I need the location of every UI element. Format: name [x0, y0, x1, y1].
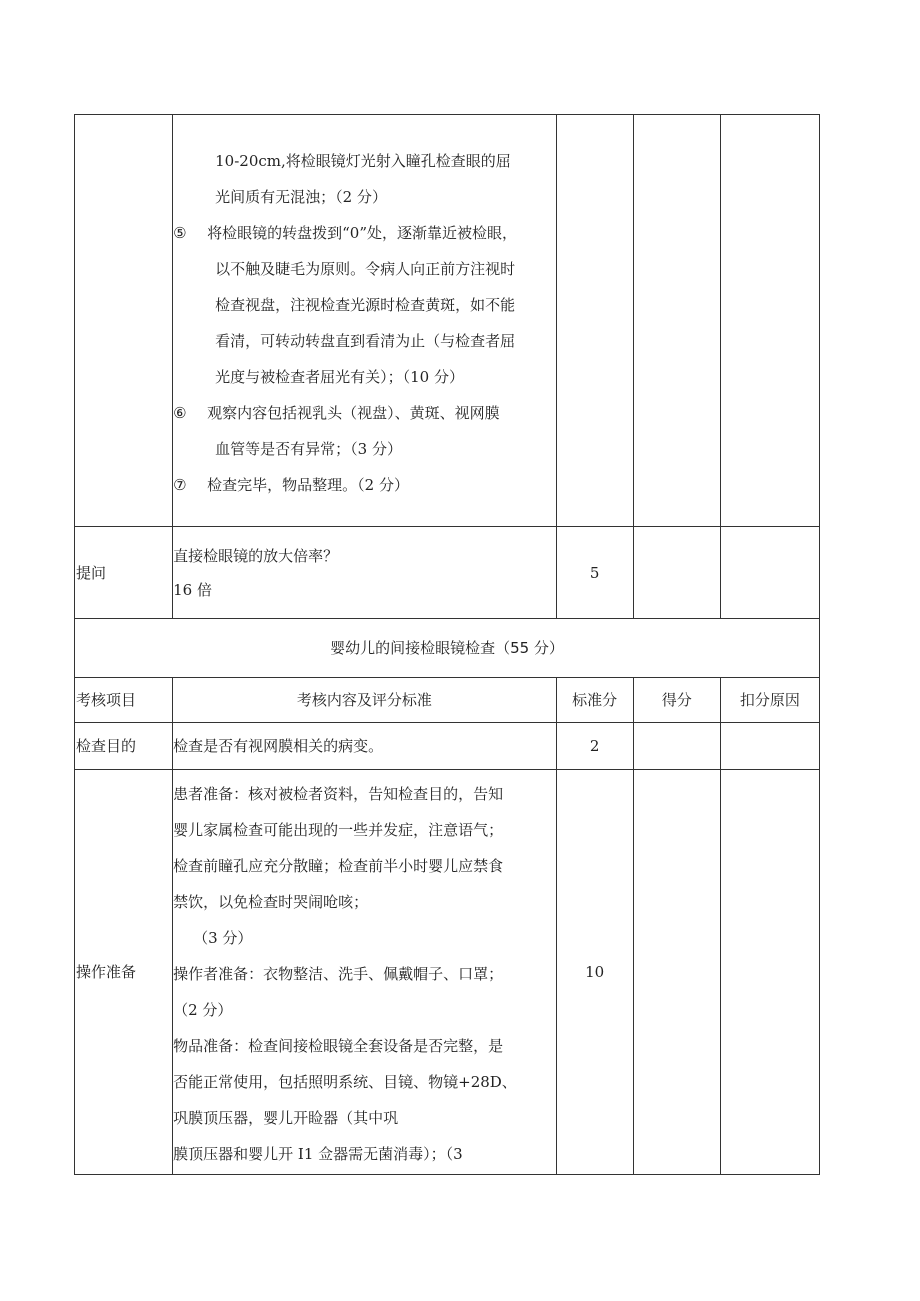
step4-line-2: 光间质有无混浊；（2 分） [215, 188, 387, 206]
question-row [75, 527, 820, 619]
prep-content-cell [173, 770, 557, 1175]
assessment-table [74, 114, 820, 1175]
prep-row [75, 770, 820, 1175]
prep-line: （2 分） [173, 1001, 233, 1019]
prep-score-input[interactable] [633, 770, 720, 1175]
answer-text: 16 倍 [173, 580, 212, 599]
continued-steps-row [75, 115, 820, 527]
prep-line: 禁饮，以免检查时哭闹呛咳； [173, 893, 369, 911]
section-title: 婴幼儿的间接检眼镜检查（55 分） [75, 619, 820, 678]
prep-line: 操作者准备：衣物整洁、洗手、佩戴帽子、口罩； [173, 965, 504, 983]
steps-content-cell [173, 115, 557, 527]
prep-line: 否能正常使用，包括照明系统、目镜、物镜+28D、 [173, 1073, 517, 1091]
prep-label: 操作准备 [75, 770, 173, 1175]
question-score-input[interactable] [633, 527, 720, 619]
prep-line: 检查前瞳孔应充分散瞳；检查前半小时婴儿应禁食 [173, 857, 504, 875]
header-score: 得分 [633, 678, 720, 723]
purpose-label: 检查目的 [75, 723, 173, 770]
question-text: 直接检眼镜的放大倍率？ [173, 546, 339, 565]
step6-line-1: ⑥ 观察内容包括视乳头（视盘）、黄斑、视网膜 [173, 395, 552, 431]
prep-line: （3 分） [193, 929, 253, 947]
prep-line: 物品准备：检查间接检眼镜全套设备是否完整，是 [173, 1037, 504, 1055]
step5-number: ⑤ [173, 224, 187, 242]
step7-line-1: ⑦ 检查完毕，物品整理。（2 分） [173, 467, 552, 503]
step5-line-2: 以不触及睫毛为原则。令病人向正前方注视时 [215, 260, 516, 278]
reason-cell-empty [720, 115, 819, 527]
header-reason: 扣分原因 [720, 678, 819, 723]
purpose-row [75, 723, 820, 770]
question-standard-score: 5 [556, 527, 633, 619]
question-content-cell [173, 527, 557, 619]
purpose-content: 检查是否有视网膜相关的病变。 [173, 723, 557, 770]
header-item: 考核项目 [75, 678, 173, 723]
prep-reason-input[interactable] [720, 770, 819, 1175]
item-cell-empty [75, 115, 173, 527]
header-standard: 标准分 [556, 678, 633, 723]
step5-line-5: 光度与被检查者屈光有关）；（10 分） [215, 368, 464, 386]
prep-line: 婴儿家属检查可能出现的一些并发症，注意语气； [173, 821, 504, 839]
step5-line-1: ⑤ 将检眼镜的转盘拨到“0”处，逐渐靠近被检眼， [173, 215, 552, 251]
purpose-score-input[interactable] [633, 723, 720, 770]
step6-number: ⑥ [173, 404, 187, 422]
section-title-row [75, 619, 820, 678]
prep-line: 巩膜顶压器，婴儿开睑器（其中巩 [173, 1109, 399, 1127]
purpose-standard-score: 2 [556, 723, 633, 770]
prep-line: 患者准备：核对被检者资料，告知检查目的，告知 [173, 785, 504, 803]
question-reason-input[interactable] [720, 527, 819, 619]
step5-line-3: 检查视盘，注视检查光源时检查黄斑，如不能 [215, 296, 516, 314]
header-content: 考核内容及评分标准 [173, 678, 557, 723]
step6-line-2: 血管等是否有异常；（3 分） [215, 440, 402, 458]
header-row [75, 678, 820, 723]
prep-line: 膜顶压器和婴儿开 I1 佥器需无菌消毒）；（3 [173, 1145, 463, 1163]
question-label: 提问 [75, 527, 173, 619]
step5-line-4: 看清，可转动转盘直到看清为止（与检查者屈 [215, 332, 516, 350]
prep-standard-score: 10 [556, 770, 633, 1175]
step4-line-1: 10-20cm,将检眼镜灯光射入瞳孔检查眼的屈 [215, 152, 511, 170]
standard-score-cell-empty [556, 115, 633, 527]
step7-number: ⑦ [173, 476, 187, 494]
purpose-reason-input[interactable] [720, 723, 819, 770]
score-cell-empty [633, 115, 720, 527]
